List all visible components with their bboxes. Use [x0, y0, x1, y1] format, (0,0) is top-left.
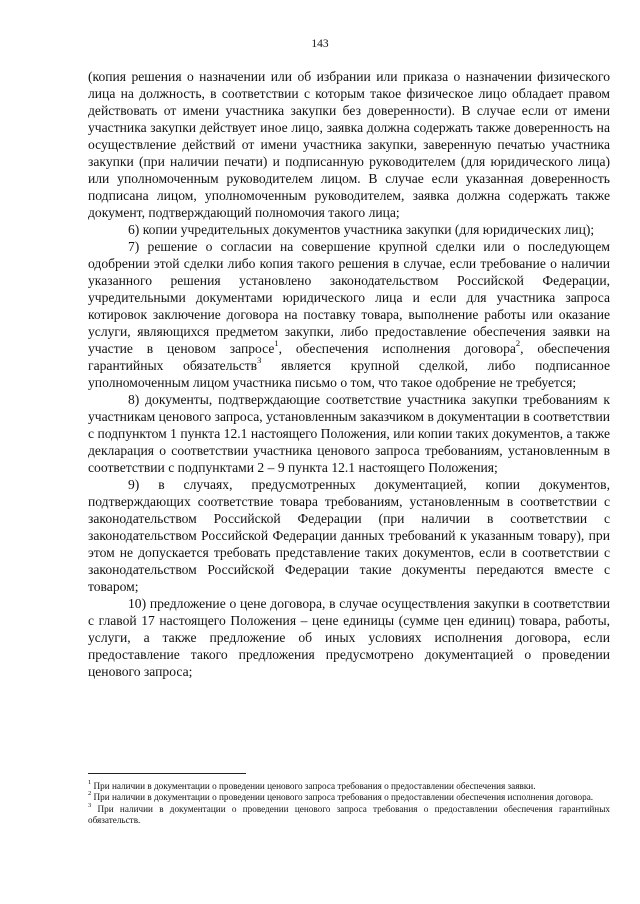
footnote-separator: [88, 773, 246, 774]
page-number: 143: [311, 38, 329, 50]
paragraph-item-6: 6) копии учредительных документов участника закупки (для юридических лиц);: [128, 222, 595, 237]
paragraph-item-10: 10) предложение о цене договора, в случае осуществления закупки в соответствии с главой 17 настоящего Положения – цене единицы (сумме цен единиц) товара, работы, услуги, а также предложение об иных условиях исполнения договора, если предоставление такого предложения предусмотрено документацией о проведении ценового запроса;: [88, 596, 610, 679]
body-text: [88, 68, 610, 680]
paragraph-item-7-part-1: 7) решение о согласии на совершение крупной сделки или о последующем одобрении этой сделки либо копия такого решения в случае, если требование о наличии указанного решения установлено законодательством Российской Федерации, учредительными документами юридического лица и если для участника запроса котировок заключение договора на поставку товара, выполнение работы или оказание услуги, являющихся предметом закупки, либо предоставление обеспечения заявки на участие в ценовом запросе: [88, 239, 610, 356]
paragraph-item-8: 8) документы, подтверждающие соответствие участника закупки требованиям к участникам ценового запроса, установленным заказчиком в документации в соответствии с подпунктом 1 пункта 12.1 настоящего Положения, или копии таких документов, а также декларация о соответствии участника ценового запроса требованиям, установленным в соответствии с подпунктами 2 – 9 пункта 12.1 настоящего Положения;: [88, 392, 610, 475]
paragraph-item-7: [88, 238, 610, 391]
footnote-text-2: При наличии в документации о проведении ценового запроса требования о предоставлении обеспечения исполнения договора.: [91, 792, 594, 803]
footnote-text-3: При наличии в документации о проведении ценового запроса требования о предоставлении обеспечения гарантийных обязательств.: [88, 803, 610, 826]
paragraph-item-7-part-3: , обеспечения гарантийных обязательств: [88, 341, 610, 373]
footnote-ref-2: 2: [515, 338, 521, 349]
paragraph-continuation: (копия решения о назначении или об избрании или приказа о назначении физического лица на должность, в соответствии с которым такое физическое лицо обладает правом действовать от имени участника закупки без доверенности). В случае если от имени участника закупки действует иное лицо, заявка должна содержать также доверенность на осуществление действий от имени участника закупки, заверенную печатью участника закупки (при наличии печати) и подписанную руководителем (для юридического лица) или уполномоченным руководителем лицом. В случае если указанная доверенность подписана лицом, уполномоченным руководителем, заявка должна содержать также документ, подтверждающий полномочия такого лица;: [88, 69, 610, 220]
footnote-ref-1: 1: [274, 338, 279, 349]
footnote-1: [88, 778, 610, 792]
footnote-mark-1: 1: [88, 778, 92, 786]
footnote-3: [88, 801, 610, 827]
paragraph-item-7-part-4: является крупной сделкой, либо подписанное уполномоченным лицом участника письмо о том, что такое одобрение не требуется;: [88, 358, 611, 390]
footnotes: [88, 778, 610, 827]
footnote-mark-2: 2: [88, 790, 92, 798]
paragraph-item-7-part-2: , обеспечения исполнения договора: [278, 341, 516, 356]
paragraph-item-9: 9) в случаях, предусмотренных документацией, копии документов, подтверждающих соответствие товара требованиям, установленным в соответствии с законодательством Российской Федерации (при наличии в соответствии с законодательством Российской Федерации данных требований к указанным товару), при этом не допускается требовать представление таких документов, если в соответствии с законодательством Российской Федерации такие документы передаются вместе с товаром;: [88, 477, 610, 594]
footnote-text-1: При наличии в документации о проведении ценового запроса требования о предоставлении обеспечения заявки.: [91, 781, 536, 791]
footnote-ref-3: 3: [257, 355, 262, 366]
footnote-mark-3: 3: [88, 801, 92, 809]
footnote-2: [88, 792, 610, 803]
